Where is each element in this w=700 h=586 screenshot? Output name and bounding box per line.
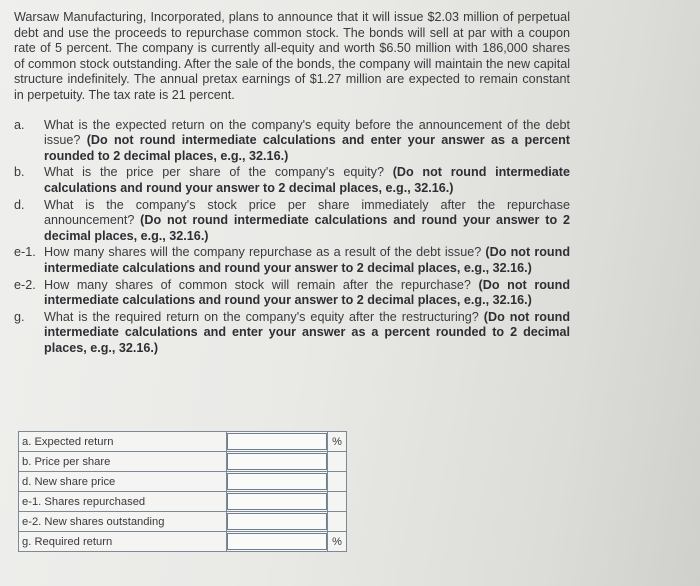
question-text: How many shares of common stock will remain after the repurchase? xyxy=(44,277,471,292)
table-row xyxy=(19,492,347,512)
answer-cell xyxy=(227,532,328,552)
question-text: What is the required return on the company's equity after the restructuring? xyxy=(44,309,479,324)
question-e2 xyxy=(14,278,570,309)
answer-label: e-1. Shares repurchased xyxy=(19,492,227,512)
new-shares-outstanding-input[interactable] xyxy=(227,513,327,530)
unit-label xyxy=(328,452,347,472)
new-share-price-input[interactable] xyxy=(227,473,327,490)
question-d xyxy=(14,198,570,245)
expected-return-input[interactable] xyxy=(227,433,327,450)
unit-label xyxy=(328,512,347,532)
question-instruction: (Do not round intermediate calculations and round your answer to 2 decimal places, e.g., 32.16.) xyxy=(44,165,571,195)
question-label: a. xyxy=(14,117,25,132)
question-text: What is the price per share of the company's equity? xyxy=(44,165,384,180)
table-row xyxy=(19,472,347,492)
table-row xyxy=(19,532,347,552)
table-row xyxy=(19,432,347,452)
question-g xyxy=(14,310,570,357)
question-label: g. xyxy=(14,309,25,324)
price-per-share-input[interactable] xyxy=(227,453,327,470)
question-label: e-1. xyxy=(14,245,36,260)
question-label: b. xyxy=(14,165,25,180)
answer-label: d. New share price xyxy=(19,472,227,492)
question-a xyxy=(14,118,570,165)
unit-label: % xyxy=(328,532,347,552)
answer-cell xyxy=(227,512,328,532)
answer-label: g. Required return xyxy=(19,532,227,552)
question-b xyxy=(14,165,570,196)
question-instruction: (Do not round intermediate calculations and round your answer to 2 decimal places, e.g., 32.16.) xyxy=(44,277,571,308)
answer-cell xyxy=(227,452,328,472)
answer-label: a. Expected return xyxy=(19,432,227,452)
question-text: What is the company's stock price per share immediately after the repurchase announcement? xyxy=(44,197,570,228)
unit-label xyxy=(328,492,347,512)
question-list xyxy=(14,118,570,357)
problem-page xyxy=(14,10,570,357)
answer-label: e-2. New shares outstanding xyxy=(19,512,227,532)
answer-label: b. Price per share xyxy=(19,452,227,472)
question-instruction: (Do not round intermediate calculations and round your answer to 2 decimal places, e.g., 32.16.) xyxy=(44,245,571,275)
question-instruction: (Do not round intermediate calculations and enter your answer as a percent rounded to 2 decimal places, e.g., 32.16.) xyxy=(44,309,571,355)
question-e1 xyxy=(14,245,570,276)
answer-cell xyxy=(227,432,328,452)
question-instruction: (Do not round intermediate calculations and enter your answer as a percent rounded to 2 decimal places, e.g., 32.16.) xyxy=(44,133,571,163)
question-instruction: (Do not round intermediate calculations and round your answer to 2 decimal places, e.g., 32.16.) xyxy=(44,213,571,243)
unit-label: % xyxy=(328,432,347,452)
question-text: What is the expected return on the company's equity before the announcement of the debt issue? xyxy=(44,117,570,148)
question-text: How many shares will the company repurchase as a result of the debt issue? xyxy=(44,245,482,260)
unit-label xyxy=(328,472,347,492)
table-row xyxy=(19,512,347,532)
problem-intro: Warsaw Manufacturing, Incorporated, plans to announce that it will issue $2.03 million of perpetual debt and use the proceeds to repurchase common stock. The bonds will sell at par with a coupon rate of 5 percent. The company is currently all-equity and worth $6.50 million with 186,000 shares of common stock outstanding. After the sale of the bonds, the company will maintain the new capital structure indefinitely. The annual pretax earnings of $1.27 million are expected to remain constant in perpetuity. The tax rate is 21 percent. xyxy=(14,10,570,102)
answer-cell xyxy=(227,492,328,512)
question-label: d. xyxy=(14,197,25,212)
answer-cell xyxy=(227,472,328,492)
table-row xyxy=(19,452,347,472)
required-return-input[interactable] xyxy=(227,533,327,550)
question-label: e-2. xyxy=(14,277,36,292)
shares-repurchased-input[interactable] xyxy=(227,493,327,510)
answer-table xyxy=(18,431,347,552)
